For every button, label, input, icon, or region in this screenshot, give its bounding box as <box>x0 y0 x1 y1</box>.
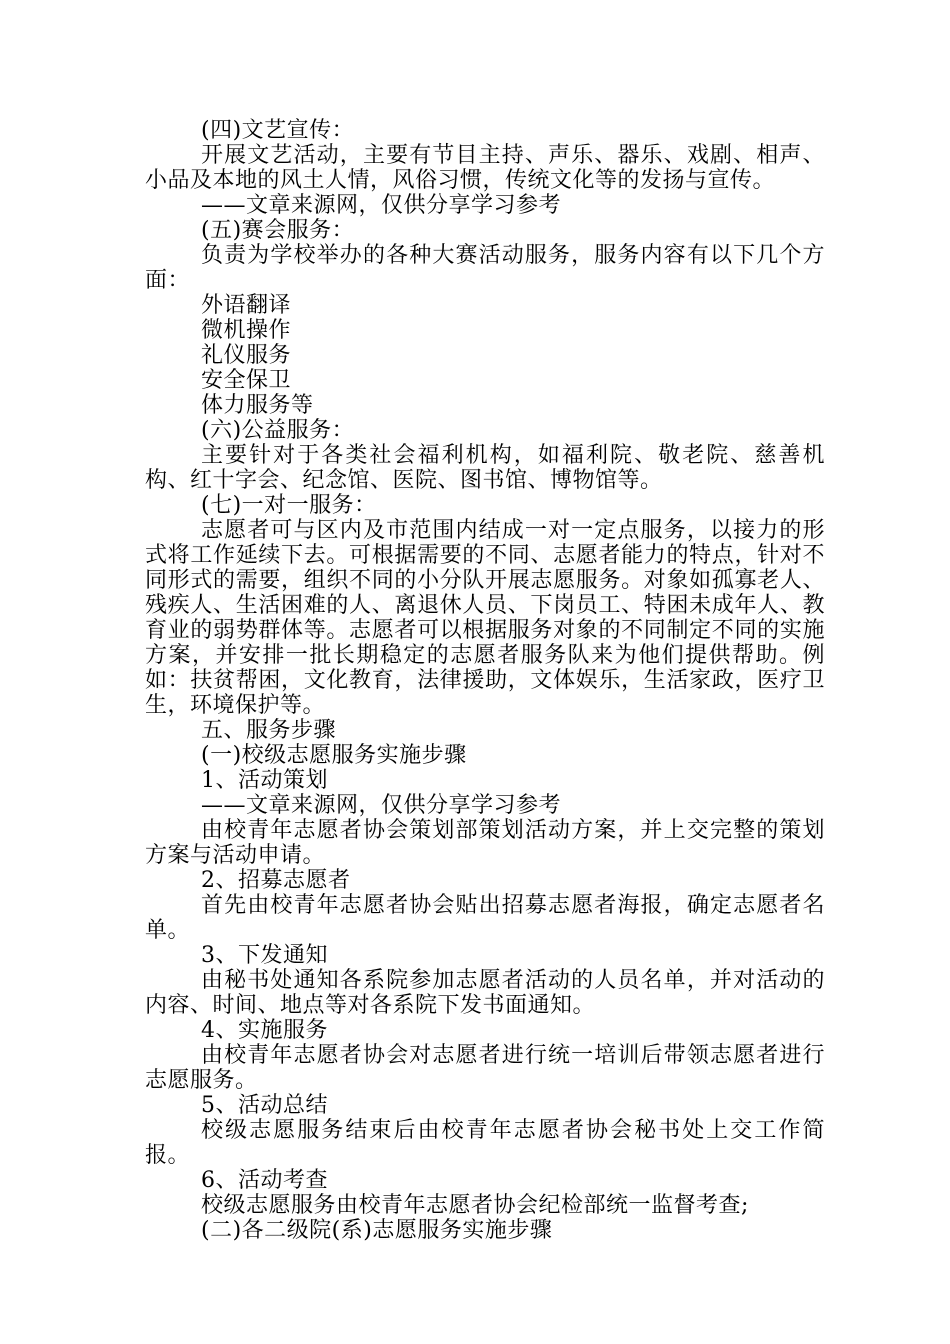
step-paragraph: 由校青年志愿者协会策划部策划活动方案，并上交完整的策划方案与活动申请。 <box>145 818 825 868</box>
document-page <box>145 118 825 1243</box>
step-paragraph: 由校青年志愿者协会对志愿者进行统一培训后带领志愿者进行志愿服务。 <box>145 1043 825 1093</box>
paragraph-literary-activities: 开展文艺活动，主要有节目主持、声乐、器乐、戏剧、相声、小品及本地的风土人情，风俗习惯，传统文化等的发扬与宣传。 <box>145 143 825 193</box>
step-paragraph: 校级志愿服务由校青年志愿者协会纪检部统一监督考查; <box>201 1193 749 1218</box>
step-heading: 3、下发通知 <box>201 943 328 968</box>
step-paragraph: 校级志愿服务结束后由校青年志愿者协会秘书处上交工作简报。 <box>145 1118 825 1168</box>
subheading-school-steps: (一)校级志愿服务实施步骤 <box>201 743 467 768</box>
step-heading: 4、实施服务 <box>201 1018 328 1043</box>
heading-one-on-one: (七)一对一服务： <box>201 493 377 518</box>
step-paragraph: 由秘书处通知各系院参加志愿者活动的人员名单，并对活动的内容、时间、地点等对各系院下发书面通知。 <box>145 968 825 1018</box>
heading-literary-promotion: (四)文艺宣传： <box>201 118 355 143</box>
heading-public-service: (六)公益服务： <box>201 418 355 443</box>
subheading-department-steps: (二)各二级院(系)志愿服务实施步骤 <box>201 1218 553 1243</box>
list-item: 微机操作 <box>201 318 292 343</box>
section-heading-steps: 五、服务步骤 <box>201 718 337 743</box>
step-paragraph: 首先由校青年志愿者协会贴出招募志愿者海报，确定志愿者名单。 <box>145 893 825 943</box>
list-item: 外语翻译 <box>201 293 292 318</box>
step-heading: 5、活动总结 <box>201 1093 328 1118</box>
paragraph-public-service: 主要针对于各类社会福利机构，如福利院、敬老院、慈善机构、红十字会、纪念馆、医院、图书馆、博物馆等。 <box>145 443 825 493</box>
list-item: 体力服务等 <box>201 393 314 418</box>
step-heading: 1、活动策划 <box>201 768 328 793</box>
paragraph-one-on-one: 志愿者可与区内及市范围内结成一对一定点服务，以接力的形式将工作延续下去。可根据需要的不同、志愿者能力的特点，针对不同形式的需要，组织不同的小分队开展志愿服务。对象如孤寡老人、残疾人、生活困难的人、离退休人员、下岗员工、特困未成年人、教育业的弱势群体等。志愿者可以根据服务对象的不同制定不同的实施方案，并安排一批长期稳定的志愿者服务队来为他们提供帮助。例如：扶贫帮困，文化教育，法律援助，文体娱乐，生活家政，医疗卫生，环境保护等。 <box>145 518 825 718</box>
list-item: 礼仪服务 <box>201 343 292 368</box>
list-item: 安全保卫 <box>201 368 292 393</box>
step-heading: 6、活动考查 <box>201 1168 328 1193</box>
source-note: ——文章来源网，仅供分享学习参考 <box>201 193 562 218</box>
paragraph-event-service: 负责为学校举办的各种大赛活动服务，服务内容有以下几个方面： <box>145 243 825 293</box>
source-note: ——文章来源网，仅供分享学习参考 <box>201 793 562 818</box>
step-heading: 2、招募志愿者 <box>201 868 351 893</box>
heading-event-service: (五)赛会服务： <box>201 218 355 243</box>
